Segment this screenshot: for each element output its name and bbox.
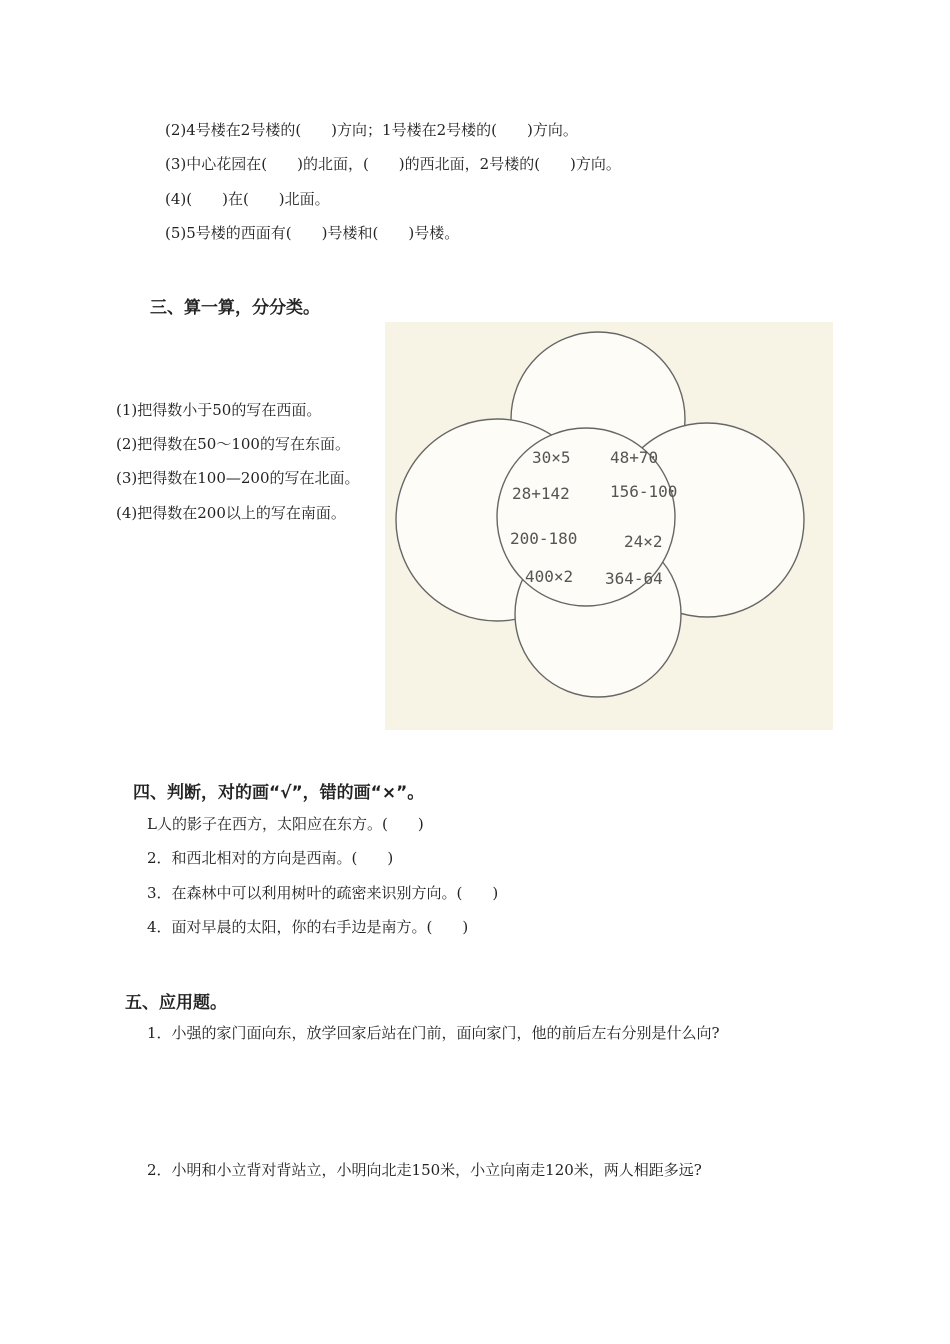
section2-item-2: (2)4号楼在2号楼的( )方向；1号楼在2号楼的( )方向。 [165,121,578,139]
circle-diagram [385,322,833,730]
expression-7: 400×2 [525,567,574,586]
section3-item-4: (4)把得数在200以上的写在南面。 [116,504,346,522]
expression-4: 156-100 [610,482,678,501]
section4-item-1: L人的影子在西方，太阳应在东方。( ) [147,815,424,833]
expression-2: 48+70 [610,448,659,467]
section4-item-4: 4．面对早晨的太阳，你的右手边是南方。( ) [147,918,469,936]
section3-item-2: (2)把得数在50～100的写在东面。 [116,435,350,453]
section4-item-3: 3．在森林中可以利用树叶的疏密来识别方向。( ) [147,884,499,902]
section3-title: 三、算一算，分分类。 [150,298,320,318]
section5-item-2: 2．小明和小立背对背站立，小明向北走150米，小立向南走120米，两人相距多远? [147,1161,702,1179]
section3-item-1: (1)把得数小于50的写在西面。 [116,401,322,419]
section4-item-2: 2．和西北相对的方向是西南。( ) [147,849,394,867]
expression-8: 364-64 [605,569,663,588]
section4-title: 四、判断，对的画“√”，错的画“×”。 [133,783,425,803]
circle-diagram-svg [385,322,833,730]
expression-6: 24×2 [624,532,663,551]
section2-item-5: (5)5号楼的西面有( )号楼和( )号楼。 [165,224,460,242]
expression-5: 200-180 [510,529,578,548]
expression-1: 30×5 [532,448,571,467]
section3-item-3: (3)把得数在100—200的写在北面。 [116,469,360,487]
section2-item-3: (3)中心花园在( )的北面，( )的西北面，2号楼的( )方向。 [165,155,621,173]
section2-item-4: (4)( )在( )北面。 [165,190,330,208]
section5-title: 五、应用题。 [125,993,227,1013]
expression-3: 28+142 [512,484,570,503]
section5-item-1: 1．小强的家门面向东，放学回家后站在门前，面向家门，他的前后左右分别是什么向? [147,1024,720,1042]
